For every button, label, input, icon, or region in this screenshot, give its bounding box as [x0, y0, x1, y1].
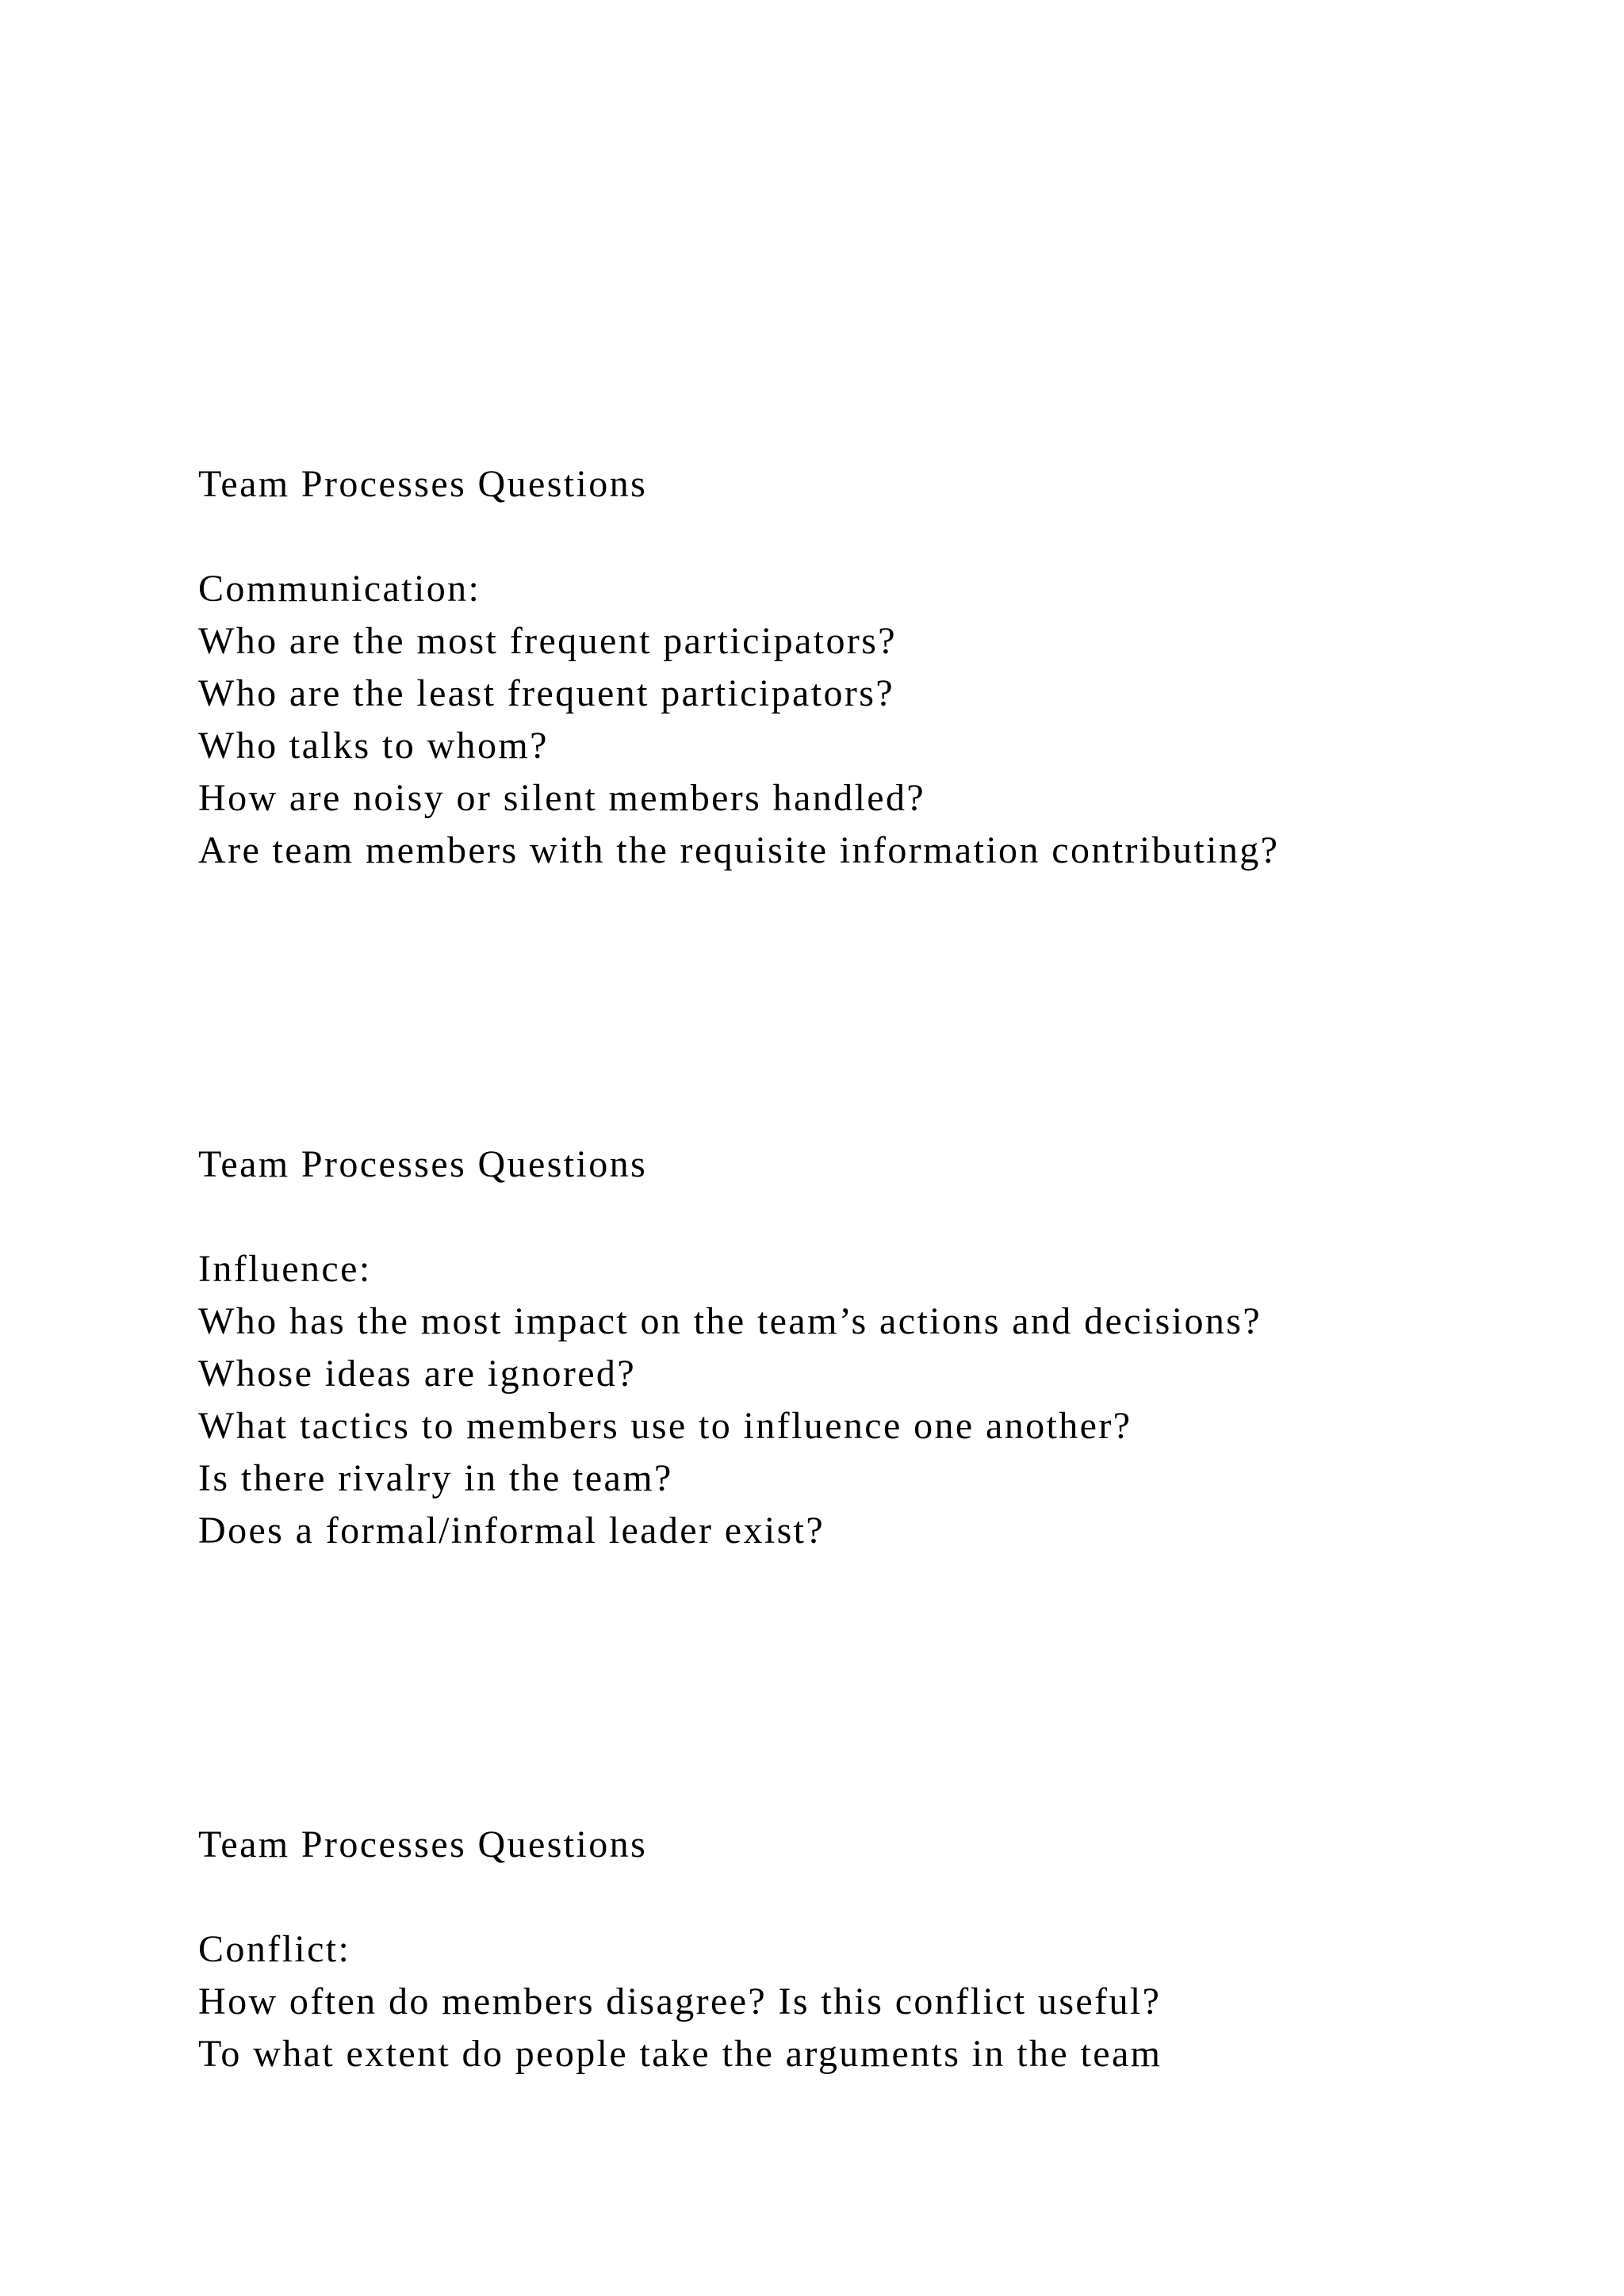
question-line: Who has the most impact on the team’s actions and decisions?	[198, 1300, 1262, 1342]
blank-line	[198, 1871, 1610, 1923]
question-line: Who are the least frequent participators?	[198, 672, 895, 714]
question-line: Are team members with the requisite information contributing?	[198, 829, 1280, 871]
blank-line	[198, 1191, 1610, 1243]
question-line: Is there rivalry in the team?	[198, 1457, 673, 1499]
question-line: What tactics to members use to influence one another?	[198, 1405, 1132, 1447]
section-title: Team Processes Questions	[198, 463, 648, 505]
question-line: Whose ideas are ignored?	[198, 1353, 637, 1395]
question-line: To what extent do people take the arguments in the team	[198, 2033, 1162, 2075]
section-title: Team Processes Questions	[198, 1143, 648, 1185]
blank-line	[198, 511, 1610, 563]
question-line: How often do members disagree? Is this conflict useful?	[198, 1980, 1162, 2022]
question-line: Who are the most frequent participators?	[198, 620, 898, 662]
question-line: Does a formal/informal leader exist?	[198, 1510, 825, 1552]
section-communication	[198, 458, 1610, 877]
section-conflict	[198, 1819, 1610, 2080]
section-heading: Conflict:	[198, 1928, 351, 1970]
question-line: Who talks to whom?	[198, 725, 549, 767]
section-influence	[198, 1138, 1610, 1557]
section-title: Team Processes Questions	[198, 1823, 648, 1866]
section-heading: Communication:	[198, 568, 481, 610]
question-line: How are noisy or silent members handled?	[198, 777, 926, 819]
section-heading: Influence:	[198, 1248, 372, 1290]
